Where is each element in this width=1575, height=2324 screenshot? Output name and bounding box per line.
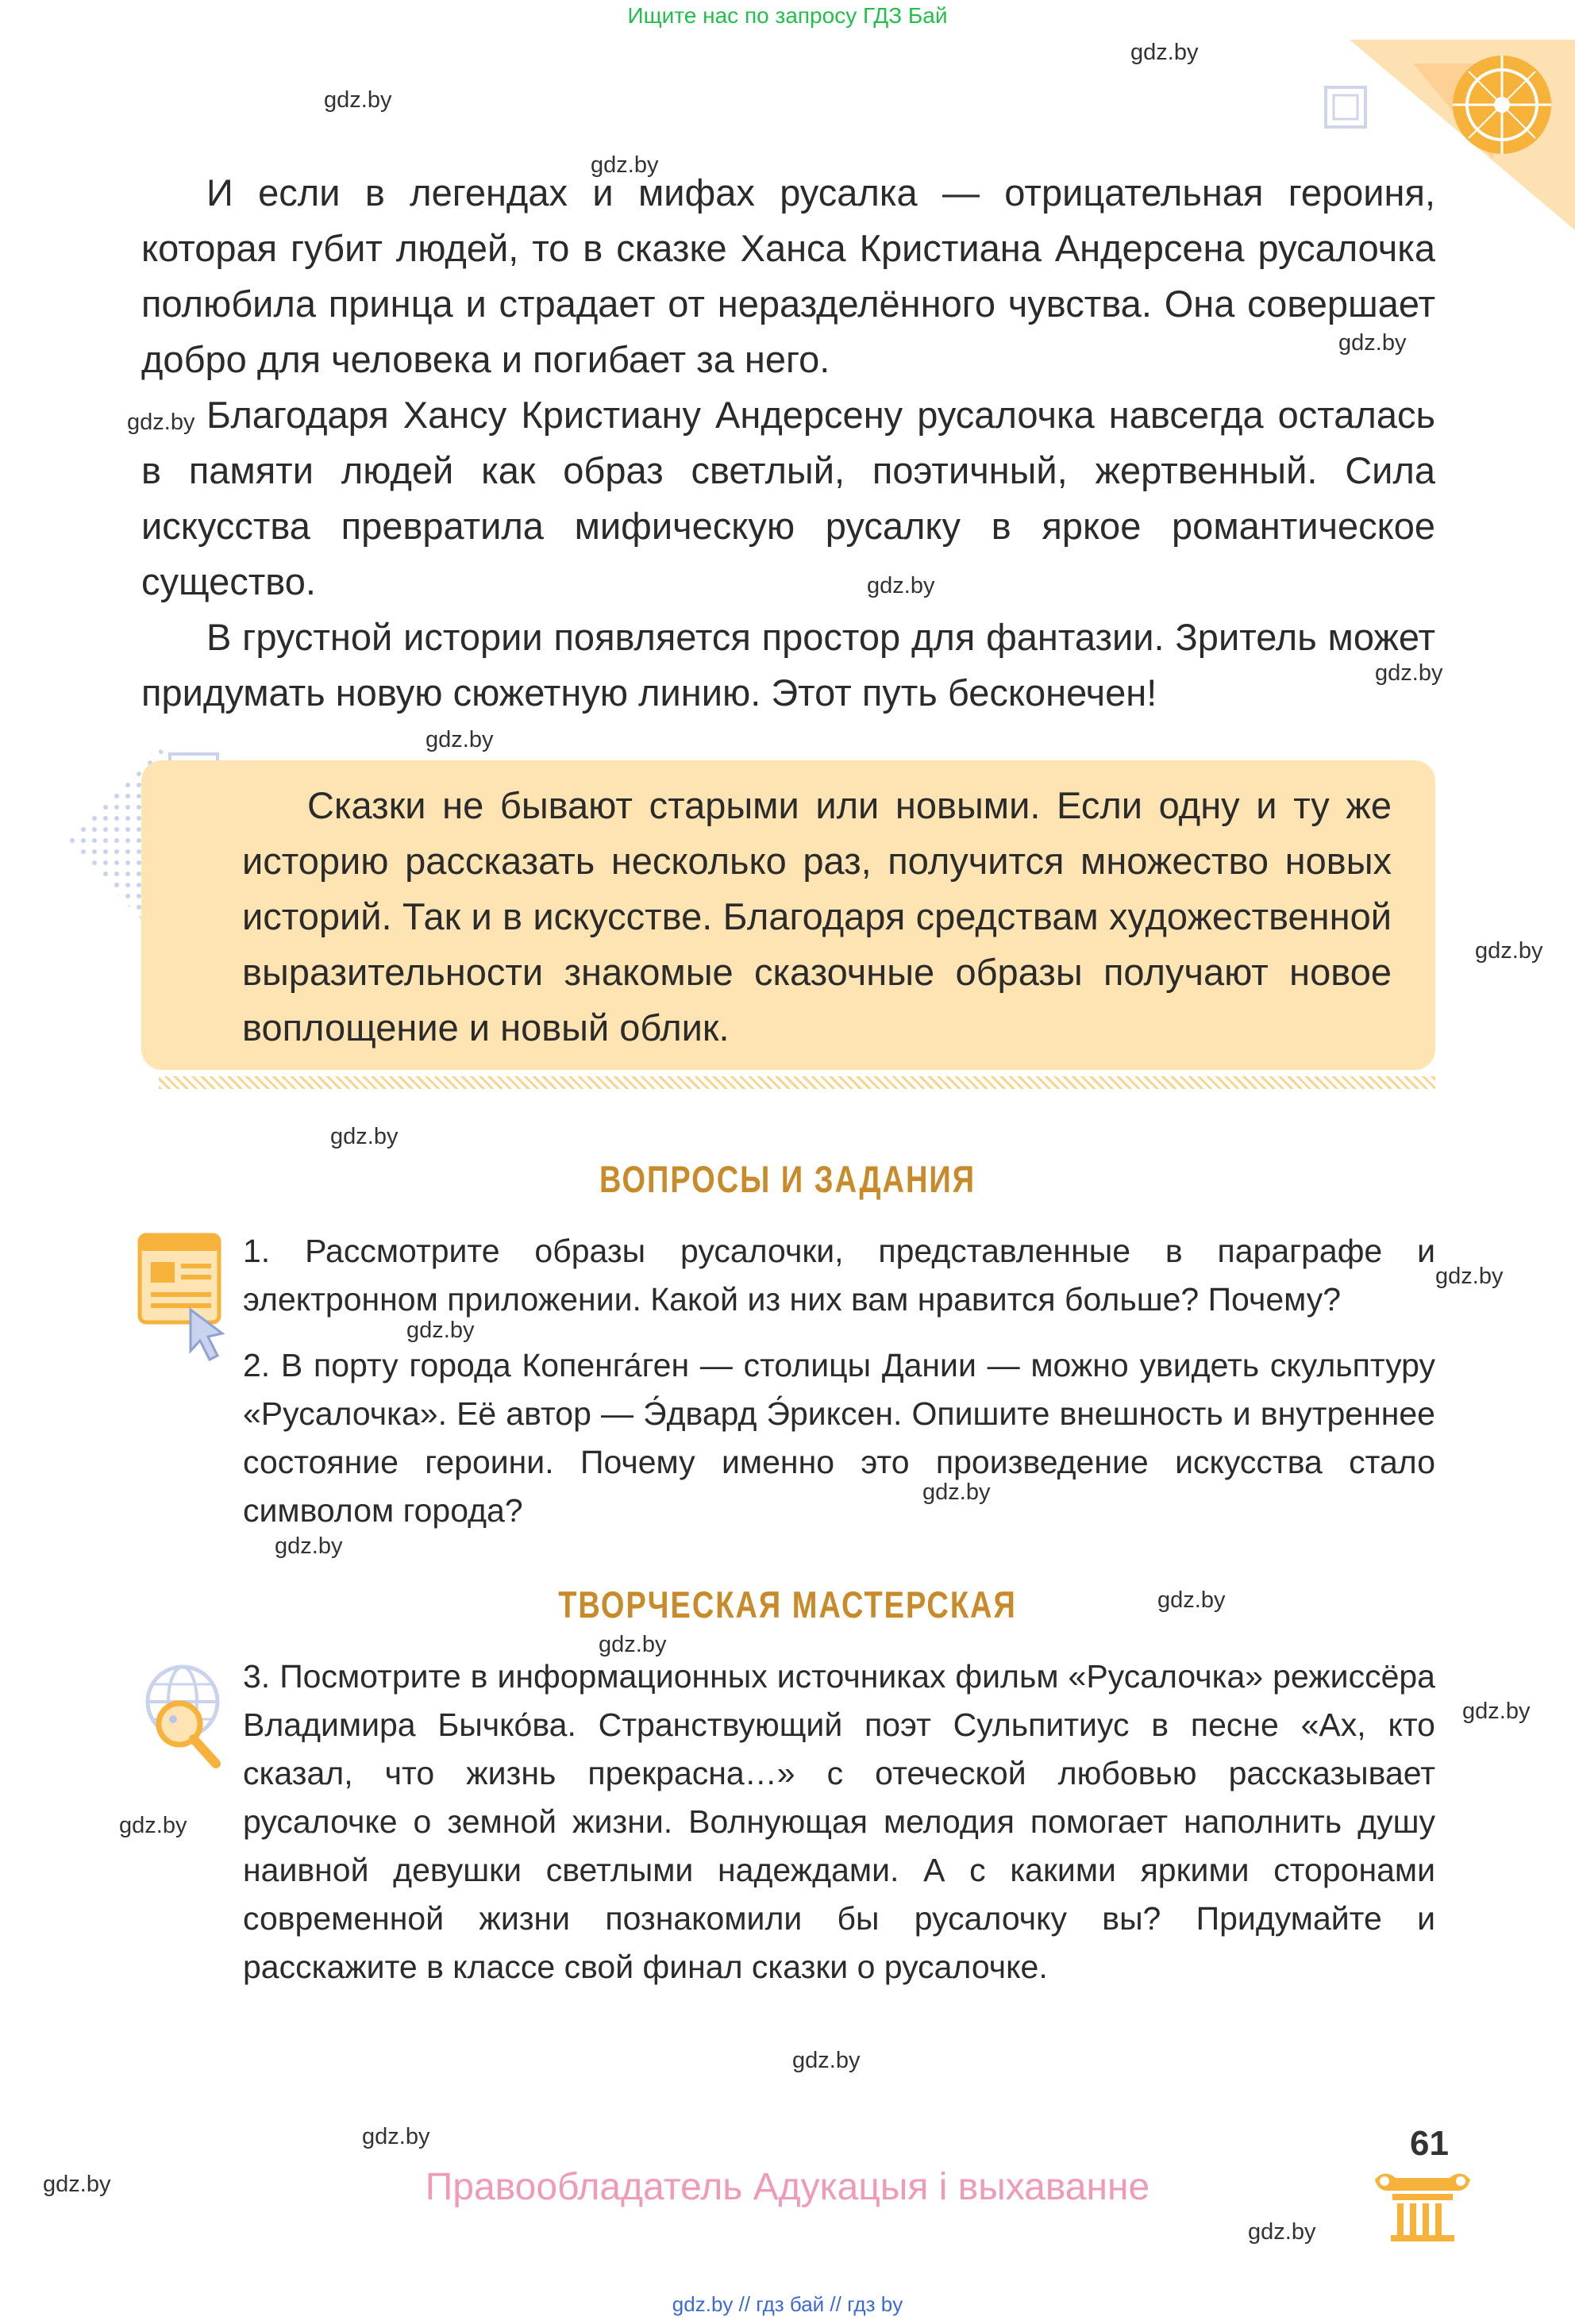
watermark: gdz.by [43, 2172, 111, 2197]
watermark: gdz.by [1375, 660, 1443, 686]
page-number: 61 [1410, 2124, 1449, 2163]
bottom-links[interactable]: gdz.by // гдз бай // гдз by [672, 2292, 903, 2316]
watermark: gdz.by [362, 2124, 430, 2149]
workshop-heading: ТВОРЧЕСКАЯ МАСТЕРСКАЯ [558, 1584, 1017, 1627]
watermark: gdz.by [867, 573, 935, 598]
body-paragraph: И если в легендах и мифах русалка — отрицательная героиня, которая губит людей, то в сказке Ханса Кристиана Андерсена русалочка полюбила принца и страдает от неразделённого чувства. Она совершает добро для человека и погибает за него. [141, 171, 1435, 380]
watermark: gdz.by [127, 410, 195, 435]
web-page-cursor-icon [135, 1230, 230, 1365]
callout-text: Сказки не бывают старыми или новыми. Если одну и ту же историю рассказать несколько раз, получится множество новых историй. Так и в искусстве. Благодаря средствам художественной выразительности знакомые сказочные образы получают новое воплощение и новый облик. [242, 784, 1392, 1048]
watermark: gdz.by [1462, 1699, 1531, 1724]
watermark: gdz.by [330, 1124, 399, 1149]
watermark: gdz.by [1435, 1264, 1504, 1289]
watermark: gdz.by [599, 1632, 667, 1657]
copyright-owner: Правообладатель Адукацыя і выхаванне [425, 2166, 1150, 2208]
watermark: gdz.by [406, 1318, 475, 1343]
body-paragraph: Благодаря Хансу Кристиану Андерсену русалочка навсегда осталась в памяти людей как образ светлый, поэтичный, жертвенный. Сила искусства превратила мифическую русалку в яркое романтическое существо. [141, 394, 1435, 602]
watermark: gdz.by [1157, 1587, 1226, 1613]
task-3: 3. Посмотрите в информационных источниках фильм «Русалочка» режиссёра Владимира Бычко́ва. Странствующий поэт Сульпитиус в песне «Ах, кто сказал, что жизнь прекрасна…» с отеческой любовью рассказывает русалочке о земной жизни. Волнующая мелодия помогает наполнить душу наивной девушки светлыми надеждами. А с какими яркими сторонами современной жизни познакомили бы русалочку вы? Придумайте и расскажите в классе свой финал сказки о русалочке. [243, 1658, 1435, 1985]
top-search-hint[interactable]: Ищите нас по запросу ГДЗ Бай [627, 3, 948, 28]
watermark: gdz.by [792, 2048, 861, 2073]
watermark: gdz.by [1338, 330, 1407, 356]
task-2: 2. В порту города Копенга́ген — столицы Дании — можно увидеть скульптуру «Русалочка». Её автор — Э́двард Э́риксен. Опишите внешность и внутреннее состояние героини. Почему именно это произведение искусства стало символом города? [243, 1347, 1435, 1529]
watermark: gdz.by [426, 727, 494, 752]
callout-stripe [159, 1076, 1435, 1089]
watermark: gdz.by [119, 1813, 187, 1838]
watermark: gdz.by [1248, 2219, 1316, 2245]
body-paragraph: В грустной истории появляется простор для фантазии. Зритель может придумать новую сюжетную линию. Этот путь бесконечен! [141, 616, 1435, 714]
watermark: gdz.by [275, 1533, 343, 1559]
watermark: gdz.by [591, 152, 659, 178]
watermark: gdz.by [1475, 938, 1543, 964]
task-1: 1. Рассмотрите образы русалочки, представленные в параграфе и электронном приложении. Какой из них вам нравится больше? Почему? [243, 1233, 1435, 1318]
globe-magnifier-icon [133, 1662, 237, 1773]
questions-heading: ВОПРОСЫ И ЗАДАНИЯ [599, 1159, 976, 1202]
watermark: gdz.by [1130, 40, 1199, 65]
watermark: gdz.by [922, 1479, 991, 1505]
watermark: gdz.by [324, 87, 392, 113]
